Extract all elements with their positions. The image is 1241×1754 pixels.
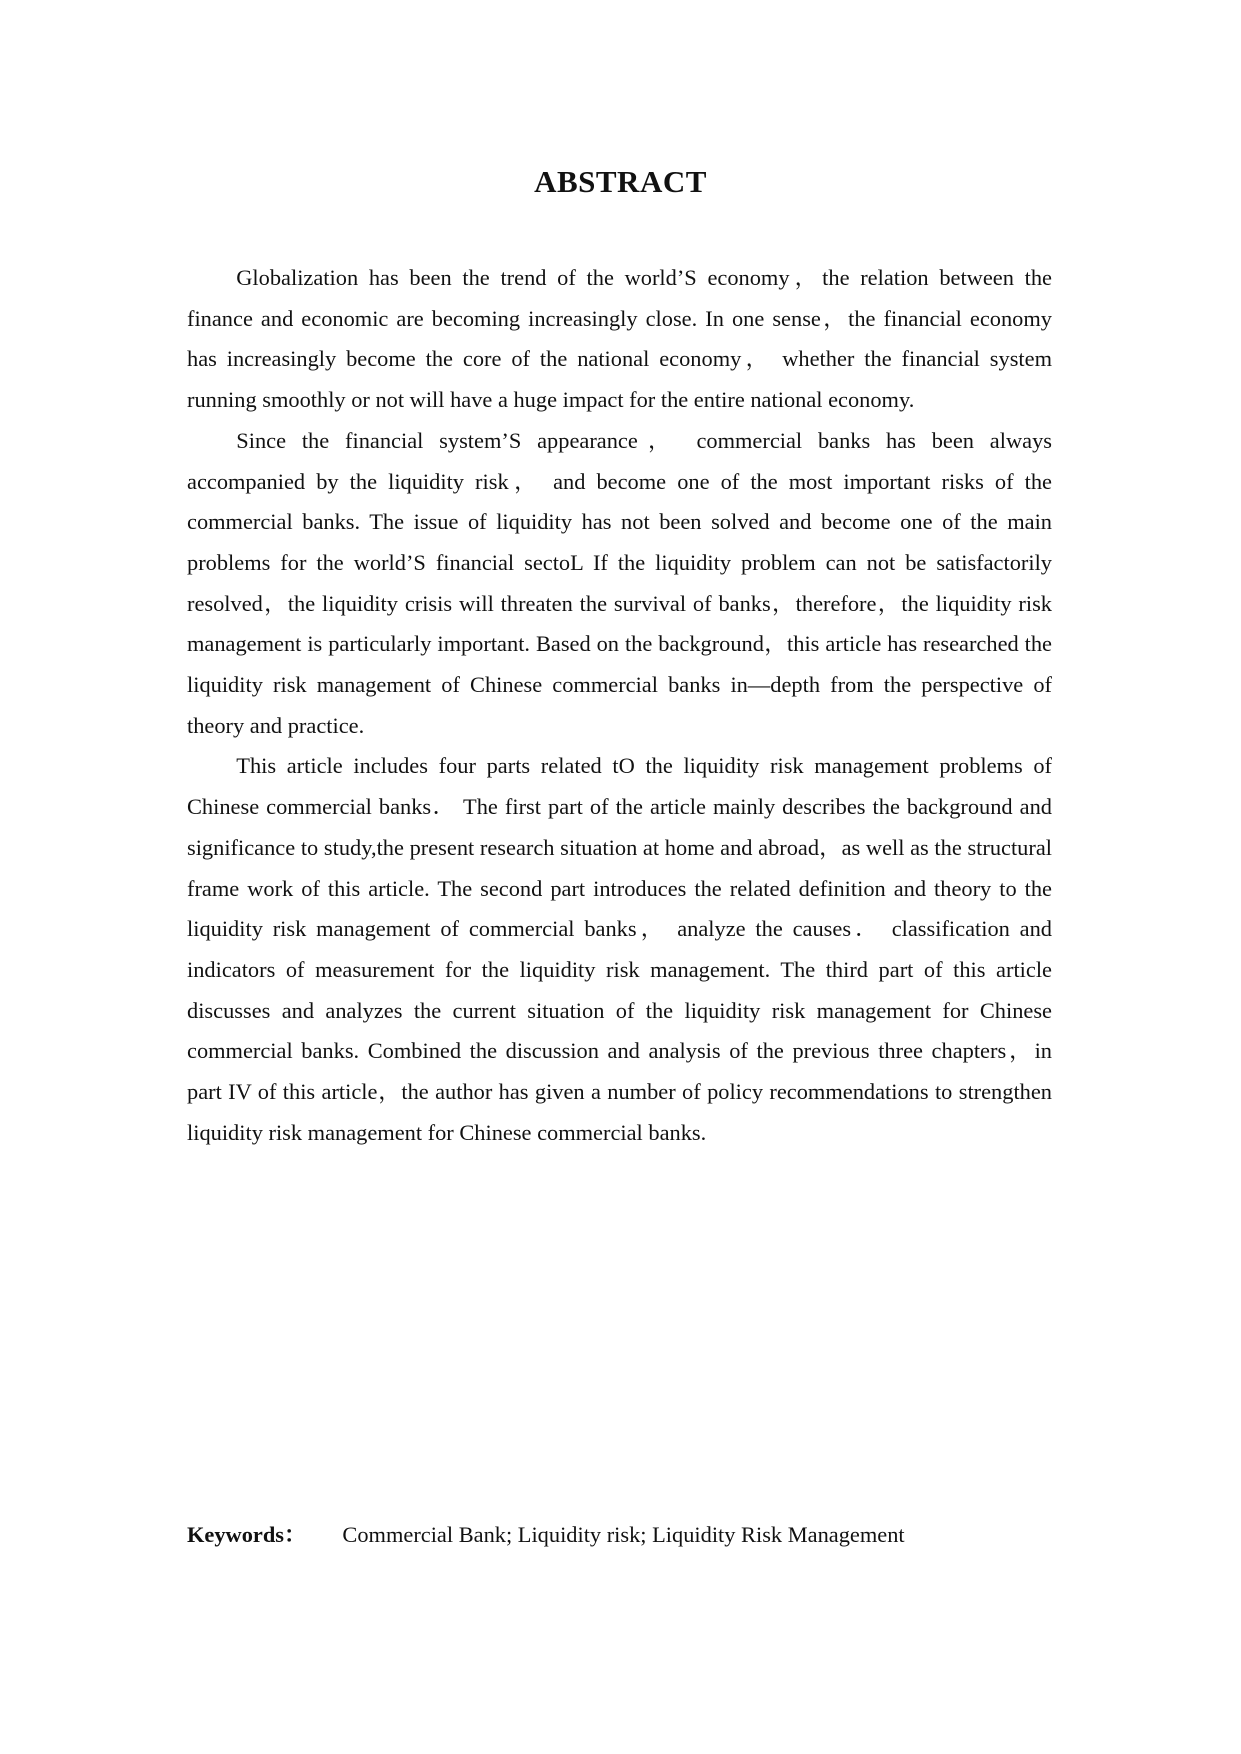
keywords-label: Keywords： [187,1522,307,1547]
keywords-value: Commercial Bank; Liquidity risk; Liquidity Risk Management [342,1522,905,1547]
abstract-paragraph: This article includes four parts related tO the liquidity risk management problems of Chinese commercial banks． The first part of the article mainly describes the background and significance to study,the present research situation at home and abroad，as well as the structural frame work of this article. The second part introduces the related definition and theory to the liquidity risk management of commercial banks， analyze the causes． classification and indicators of measurement for the liquidity risk management. The third part of this article discusses and analyzes the current situation of the liquidity risk management for Chinese commercial banks. Combined the discussion and analysis of the previous three chapters，in part IV of this article，the author has given a number of policy recommendations to strengthen liquidity risk management for Chinese commercial banks. [187,753,1052,1145]
abstract-paragraph: Globalization has been the trend of the world’S economy，the relation between the finance and economic are becoming increasingly close. In one sense，the financial economy has increasingly become the core of the national economy， whether the financial system running smoothly or not will have a huge impact for the entire national economy. [187,265,1052,413]
abstract-paragraph: Since the financial system’S appearance， commercial banks has been always accompanied by the liquidity risk， and become one of the most important risks of the commercial banks. The issue of liquidity has not been solved and become one of the main problems for the world’S financial sectoL If the liquidity problem can not be satisfactorily resolved，the liquidity crisis will threaten the survival of banks，therefore，the liquidity risk management is particularly important. Based on the background，this article has researched the liquidity risk management of Chinese commercial banks in—depth from the perspective of theory and practice. [187,427,1052,738]
keywords-line [187,1515,1087,1555]
page-title: ABSTRACT [534,164,707,199]
abstract-body [187,258,1052,1153]
